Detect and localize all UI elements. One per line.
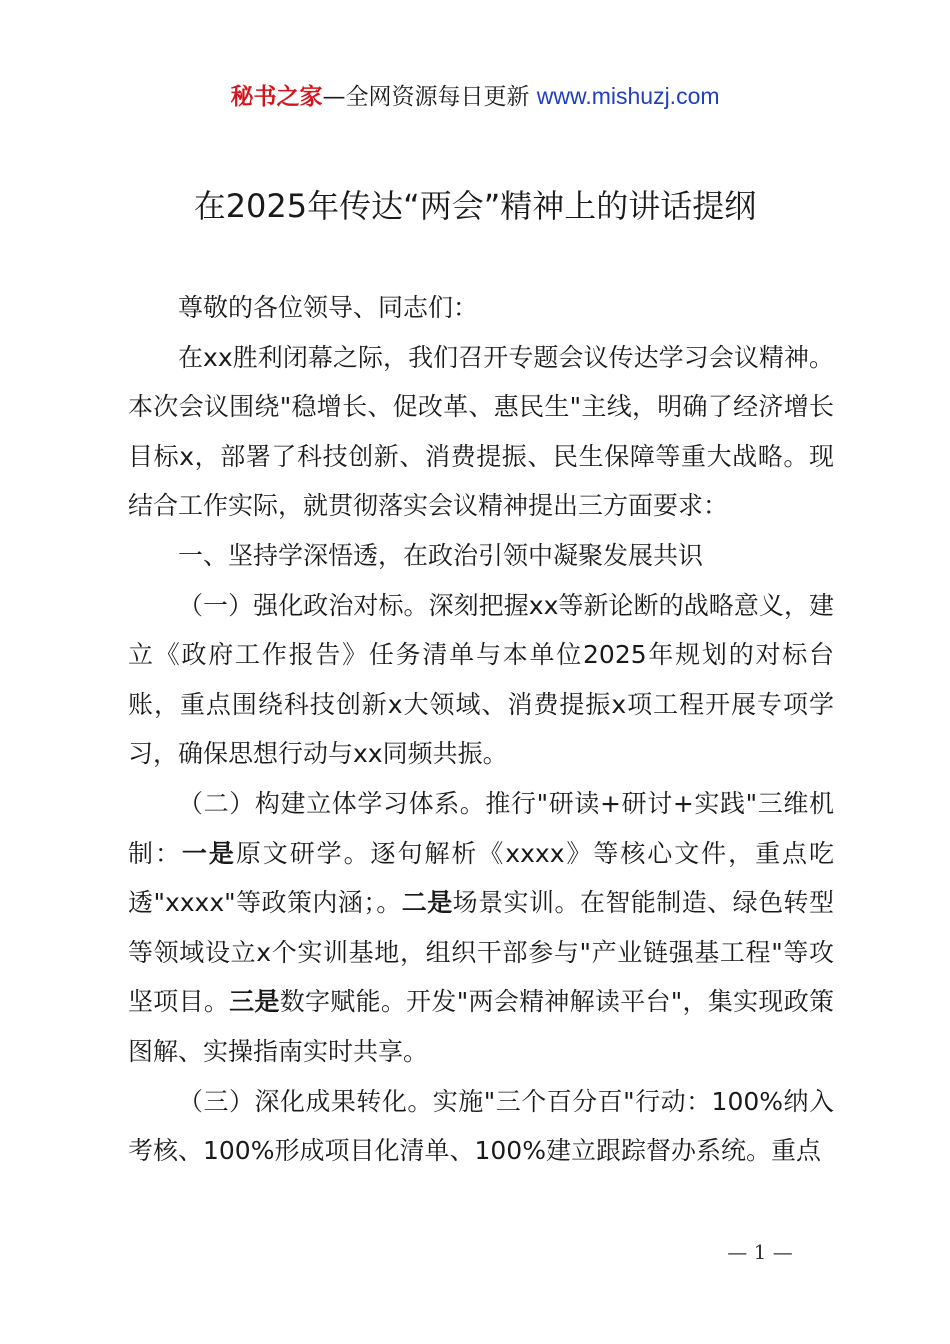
point-two-label: 二是: [401, 888, 453, 918]
document-body: [128, 283, 834, 1176]
subsection-2-paragraph: [128, 779, 834, 1077]
point-three-text: 数字赋能。开发"两会精神解读平台"，集实现政策图解、实操指南实时共享。: [128, 987, 834, 1066]
point-one-text: 原文研学。逐句解析《xxxx》等核心文件，重点吃透"xxxx"等政策内涵；。: [128, 838, 834, 918]
salutation: 尊敬的各位领导、同志们：: [178, 293, 479, 322]
page-number: — 1 —: [727, 1240, 793, 1264]
point-one-label: 一是: [181, 838, 236, 868]
point-two-text: 场景实训。在智能制造、绿色转型等领域设立x个实训基地，组织干部参与"产业链强基工程"等攻坚项目。: [128, 888, 834, 1017]
subsection-2-lead: （二）构建立体学习体系。推行"研读+研讨+实践"三维机制：: [128, 788, 834, 868]
site-tagline: —全网资源每日更新: [322, 84, 537, 110]
document-title: 在2025年传达“两会”精神上的讲话提纲: [193, 187, 757, 225]
site-header: [0, 80, 950, 113]
site-brand: 秘书之家: [230, 84, 323, 110]
subsection-1-paragraph: （一）强化政治对标。深刻把握xx等新论断的战略意义，建立《政府工作报告》任务清单与本单位2025年规划的对标台账，重点围绕科技创新x大领域、消费提振x项工程开展专项学习，确保思想行动与xx同频共振。: [128, 590, 834, 769]
section-heading-1: 一、坚持学深悟透，在政治引领中凝聚发展共识: [178, 540, 704, 570]
point-three-label: 三是: [229, 987, 280, 1017]
subsection-3-paragraph: （三）深化成果转化。实施"三个百分百"行动：100%纳入考核、100%形成项目化清单、100%建立跟踪督办系统。重点: [128, 1086, 834, 1166]
intro-paragraph: 在xx胜利闭幕之际，我们召开专题会议传达学习会议精神。本次会议围绕"稳增长、促改革、惠民生"主线，明确了经济增长目标x，部署了科技创新、消费提振、民生保障等重大战略。现结合工作实际，就贯彻落实会议精神提出三方面要求：: [128, 342, 834, 521]
site-url-link[interactable]: www.mishuzj.com: [536, 83, 720, 109]
